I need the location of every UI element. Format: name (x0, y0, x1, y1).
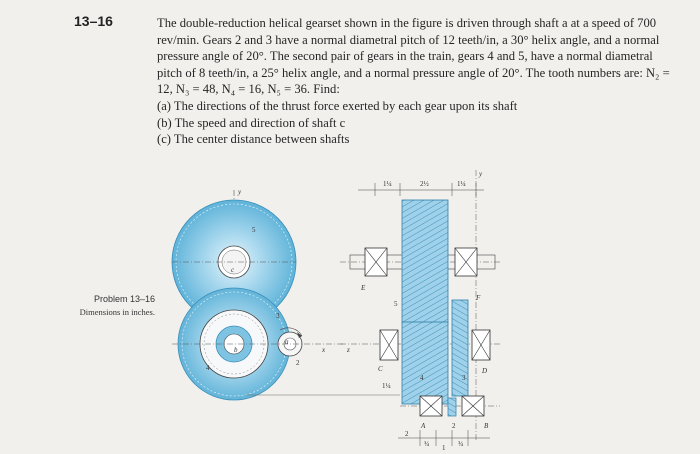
dim-mid: 1¼ (382, 382, 391, 390)
label-shaft-a: a (285, 338, 289, 346)
figure-caption-note: Dimensions in inches. (79, 307, 155, 317)
gear-3-side (452, 300, 468, 396)
label-gear-2: 2 (296, 359, 300, 367)
label-gear-5: 5 (252, 226, 256, 234)
label-shaft-b: b (234, 346, 238, 354)
problem-number: 13–16 (74, 13, 113, 29)
label-gear-2-side: 2 (452, 422, 456, 430)
label-bearing-D: D (482, 367, 488, 375)
part-a: (a) The directions of the thrust force exerted by each gear upon its shaft (157, 98, 518, 113)
part-b: (b) The speed and direction of shaft c (157, 115, 346, 130)
dim-top-2: 2½ (420, 180, 429, 188)
problem-statement: The double-reduction helical gearset shown in the figure is driven through shaft a at a speed of 700 rev/min. Gears 2 and 3 have a normal diametral pitch of 12 teeth/in, a 30° helix angle, and a normal pressure angle of 20°. The second pair of gears in the train, gears 4 and 5, have a normal diametral pitch of 8 teeth/in, a 25° helix angle, and a normal pressure angle of 20°. The tooth numbers are: N₂ = 12, N₃ = 48, N₄ = 16, N₅ = 36. Find: (157, 16, 670, 97)
label-gear-3-side: 3 (462, 374, 466, 382)
label-z: z (347, 346, 350, 354)
dim-bottom-4: ¾ (458, 440, 464, 448)
gear-4-side (402, 322, 448, 404)
label-bearing-F: F (476, 294, 481, 302)
label-y-right: y (479, 170, 483, 178)
dim-top-1: 1¼ (383, 180, 392, 188)
label-gear-4: 4 (206, 364, 210, 372)
label-bearing-B: B (484, 422, 489, 430)
figure-caption-title: Problem 13–16 (93, 294, 155, 304)
label-shaft-c: c (231, 266, 235, 274)
label-gear-4-side: 4 (420, 374, 424, 382)
label-bearing-E: E (361, 284, 366, 292)
dim-bottom-3: 1 (442, 444, 446, 452)
label-gear-3: 3 (276, 312, 280, 320)
dim-bottom-2: ¾ (424, 440, 430, 448)
label-gear-5-side: 5 (394, 300, 398, 308)
dim-bottom-1: 2 (405, 430, 409, 438)
gear-5-side (402, 200, 448, 324)
gear-2-side (448, 398, 456, 416)
part-c: (c) The center distance between shafts (157, 132, 350, 147)
label-bearing-C: C (378, 365, 383, 373)
label-bearing-A: A (421, 422, 426, 430)
label-x: x (322, 346, 326, 354)
dim-top-3: 1¼ (457, 180, 466, 188)
label-y-left: y (238, 188, 242, 196)
